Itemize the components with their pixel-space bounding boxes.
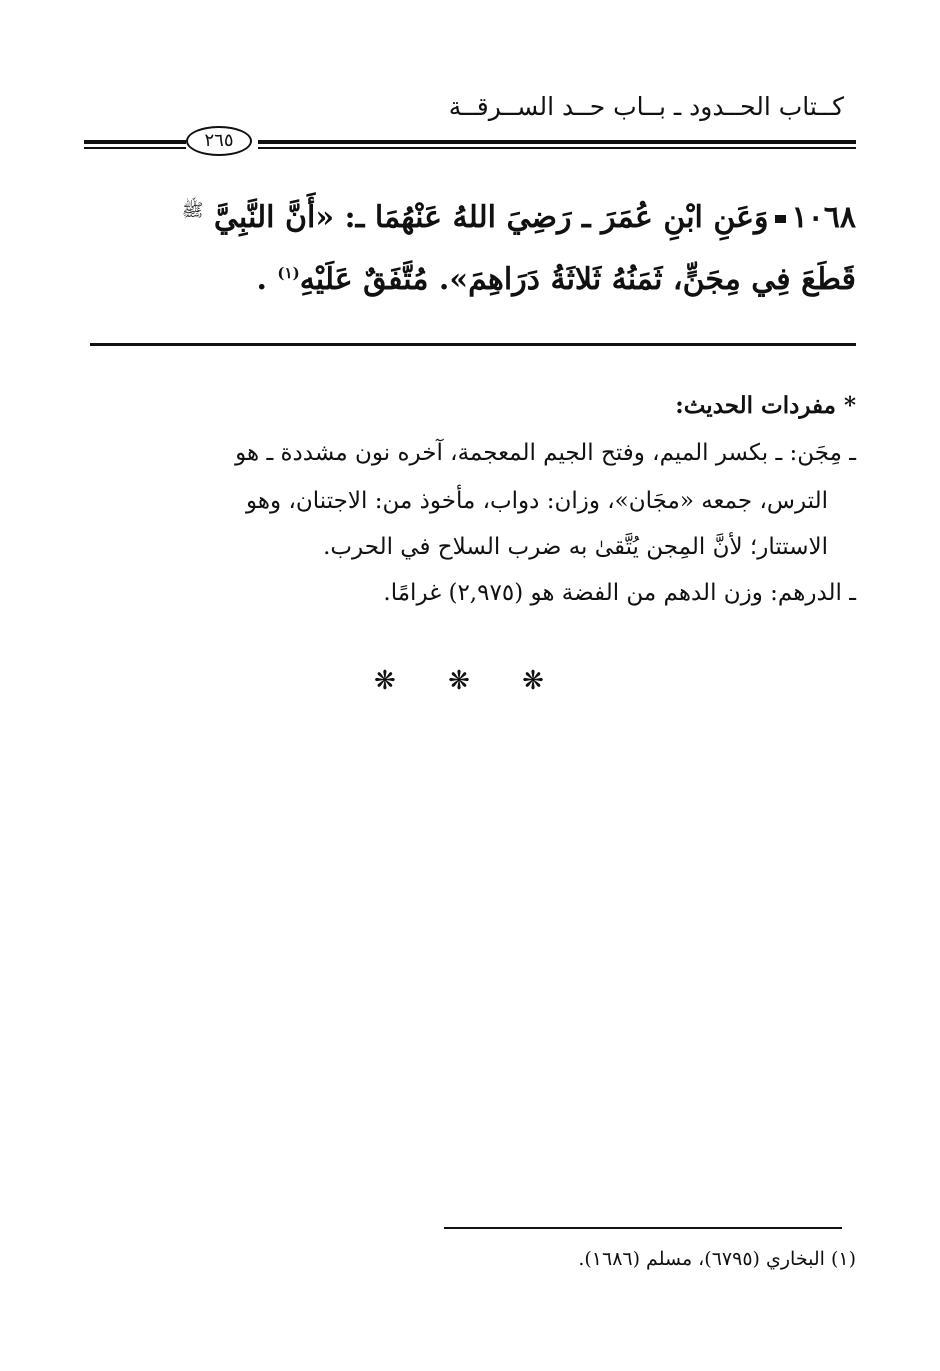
page-number bbox=[186, 126, 252, 156]
hadith-text-2: قَطَعَ فِي مِجَنٍّ، ثَمَنُهُ ثَلاثَةُ دَرَاهِمَ». مُتَّفَقٌ عَلَيْهِ bbox=[299, 262, 856, 297]
footnote-marker: (١) bbox=[277, 264, 300, 282]
header-rule-left-thin bbox=[84, 147, 186, 149]
hadith-line-1 bbox=[182, 200, 856, 236]
vocab-line: ـ مِجَن: ـ بكسر الميم، وفتح الجيم المعجمة، آخره نون مشددة ـ هو bbox=[235, 440, 856, 466]
vocabulary-heading: * مفردات الحديث: bbox=[675, 392, 856, 419]
running-header: كــتاب الحــدود ـ بــاب حــد الســرقــة bbox=[448, 92, 844, 121]
separator-stars: ❋ ❋ ❋ bbox=[374, 666, 566, 696]
square-mark-icon bbox=[775, 215, 786, 223]
vocab-line: الاستتار؛ لأنَّ المِجن يُتَّقىٰ به ضرب السلاح في الحرب. bbox=[323, 534, 828, 560]
header-rule-right bbox=[258, 140, 856, 144]
header-rule-right-thin bbox=[258, 147, 856, 149]
section-divider bbox=[90, 343, 856, 346]
vocab-line: الترس، جمعه «مجَان»، وزان: دواب، مأخوذ من: الاجتنان، وهو bbox=[246, 488, 828, 514]
hadith-text-1: وَعَنِ ابْنِ عُمَرَ ـ رَضِيَ اللهُ عَنْهُمَا ـ: «أَنَّ النَّبِيَّ bbox=[213, 200, 769, 235]
footnote-rule bbox=[444, 1227, 842, 1229]
hadith-number: ١٠٦٨ bbox=[791, 200, 856, 235]
salutation-glyph: ﷺ bbox=[181, 200, 204, 221]
hadith-line-2 bbox=[257, 262, 856, 298]
page-number-text: ٢٦٥ bbox=[204, 130, 234, 151]
footnote: (١) البخاري (٦٧٩٥)، مسلم (١٦٨٦). bbox=[578, 1248, 856, 1270]
hadith-line-end: . bbox=[256, 262, 267, 297]
vocab-line: ـ الدرهم: وزن الدهم من الفضة هو (٢,٩٧٥) غرامًا. bbox=[383, 580, 856, 606]
header-rule-left bbox=[84, 140, 186, 144]
